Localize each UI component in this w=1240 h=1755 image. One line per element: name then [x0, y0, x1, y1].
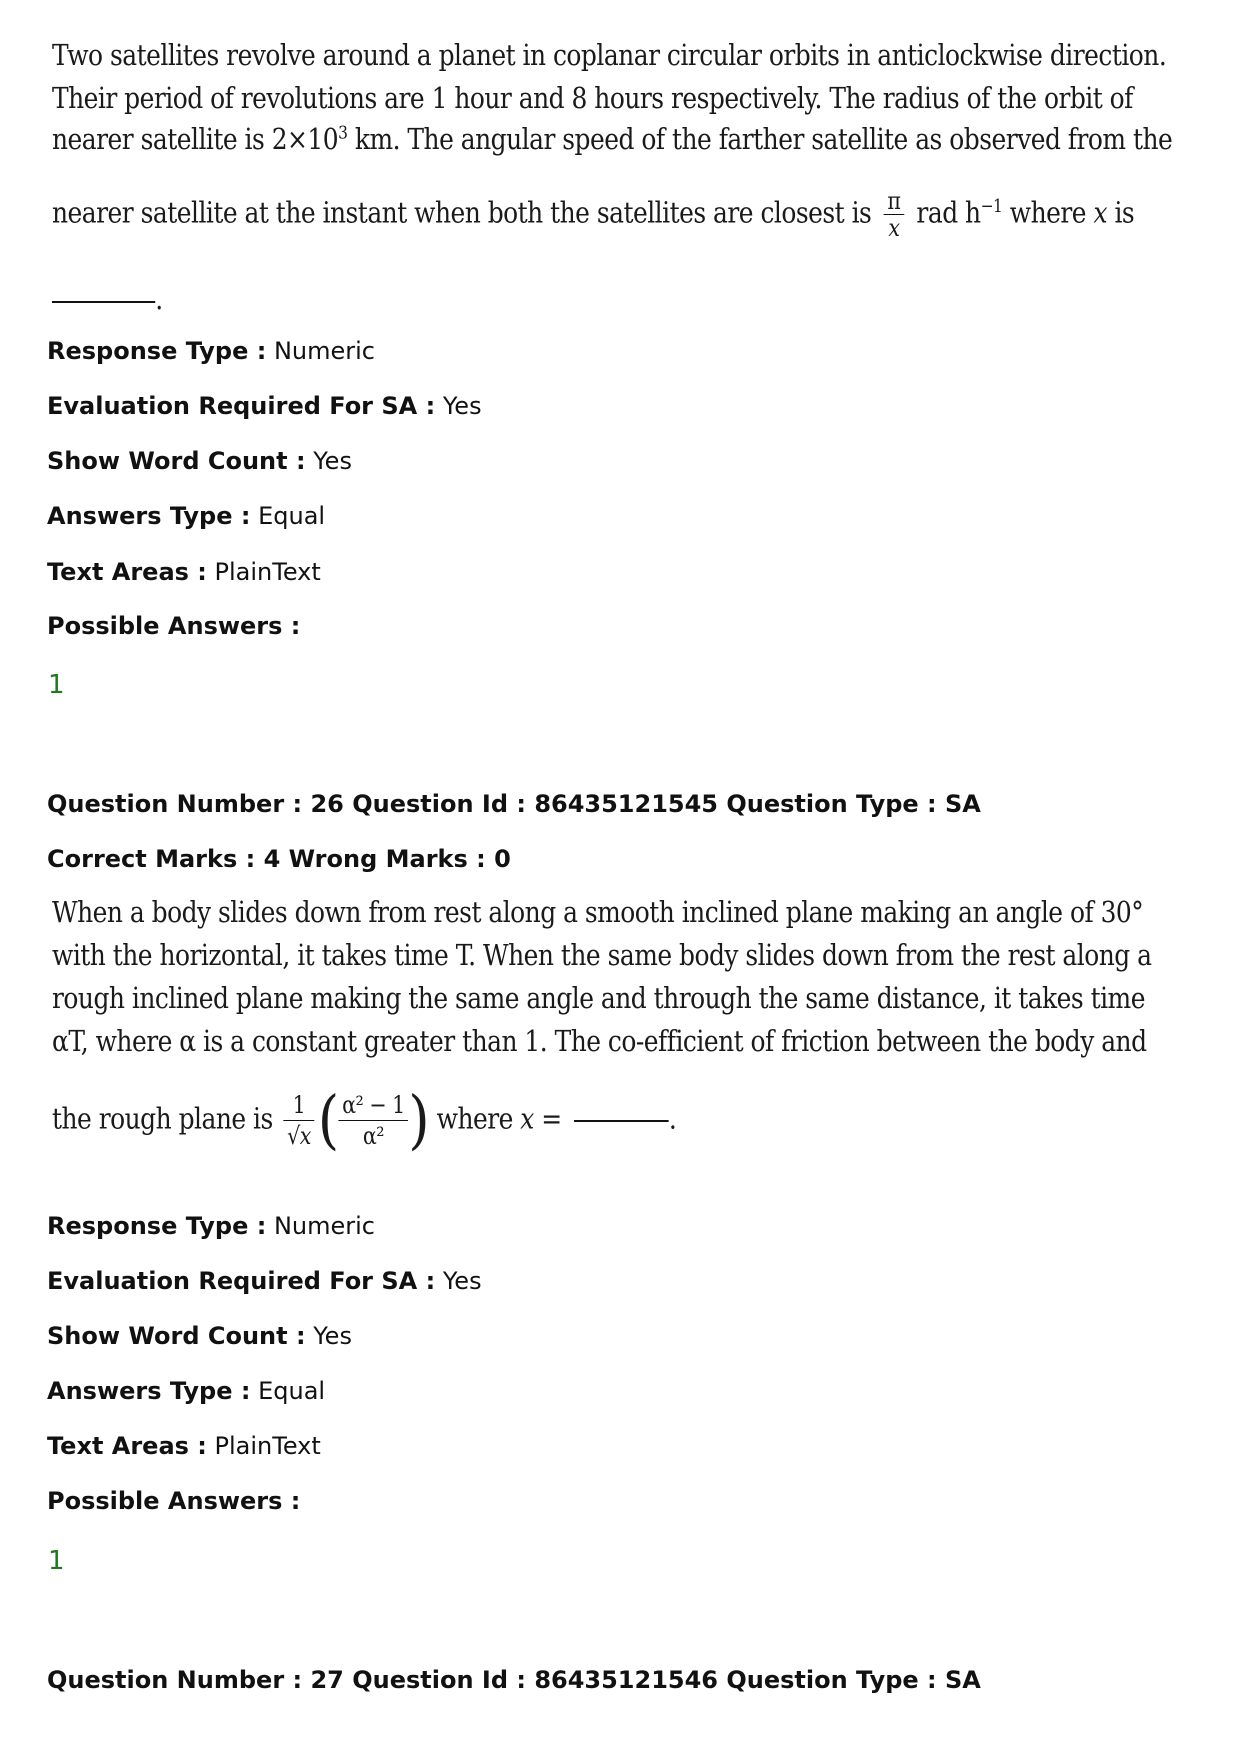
q26-possible-answers: Possible Answers :	[47, 1487, 301, 1515]
q25-answer-blank: .	[52, 282, 163, 316]
q26-text-areas: Text Areas : PlainText	[47, 1432, 321, 1460]
q26-line-5: the rough plane is $\frac{1}{√x}$ ( $\frac{\text{α² − 1}}{\text{α²}}$ ) where x = .	[52, 1083, 677, 1158]
q26-header: Question Number : 26 Question Id : 86435121545 Question Type : SA	[47, 790, 981, 818]
q26-response-type: Response Type : Numeric	[47, 1212, 375, 1240]
q26-show-word-count: Show Word Count : Yes	[47, 1322, 352, 1350]
q26-answer-value: 1	[48, 1546, 65, 1576]
q26-line-2: with the horizontal, it takes time T. When the same body slides down from the rest along a	[52, 938, 1152, 972]
q25-line-2: Their period of revolutions are 1 hour and 8 hours respectively. The radius of the orbit of	[52, 81, 1133, 115]
fraction-alpha-expression: $\frac{\text{α² − 1}}{\text{α²}}$	[339, 1090, 409, 1151]
q25-answers-type: Answers Type : Equal	[47, 502, 326, 530]
q25-answer-value: 1	[48, 670, 65, 700]
q25-line-3: nearer satellite is $2\times 10^3$ km. The angular speed of the farther satellite as observed from the	[52, 122, 1173, 156]
q25-line-1: Two satellites revolve around a planet in coplanar circular orbits in anticlockwise direction.	[52, 38, 1167, 72]
q25-show-word-count: Show Word Count : Yes	[47, 447, 352, 475]
q25-response-type: Response Type : Numeric	[47, 337, 375, 365]
q26-line-1: When a body slides down from rest along a smooth inclined plane making an angle of 30°	[52, 895, 1144, 929]
q27-header: Question Number : 27 Question Id : 86435121546 Question Type : SA	[47, 1666, 981, 1694]
q26-answers-type: Answers Type : Equal	[47, 1377, 326, 1405]
q25-possible-answers: Possible Answers :	[47, 612, 301, 640]
q26-line-4: αT, where α is a constant greater than 1. The co-efficient of friction between the body and	[52, 1024, 1147, 1058]
q26-line-3: rough inclined plane making the same angle and through the same distance, it takes time	[52, 981, 1145, 1015]
q25-evaluation-required: Evaluation Required For SA : Yes	[47, 392, 482, 420]
fraction-one-over-root-x: $\frac{1}{√x}$	[284, 1090, 315, 1151]
q25-text-areas: Text Areas : PlainText	[47, 558, 321, 586]
q26-evaluation-required: Evaluation Required For SA : Yes	[47, 1267, 482, 1295]
fraction-pi-over-x: $\frac{\pi}{x}$	[884, 188, 904, 241]
q25-line-4: nearer satellite at the instant when both the satellites are closest is $\frac{\pi}{x}$ rad $h^{-1}$ where x is	[52, 187, 1135, 242]
q26-marks: Correct Marks : 4 Wrong Marks : 0	[47, 845, 511, 873]
